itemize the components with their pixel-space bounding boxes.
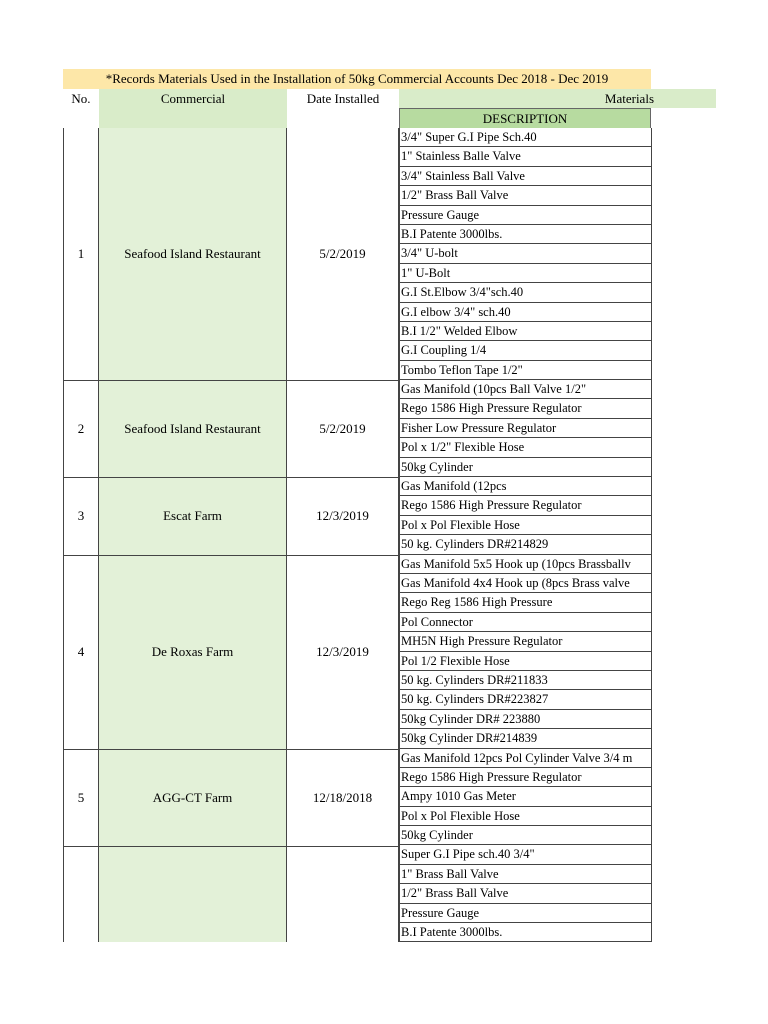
description-item: Gas Manifold 4x4 Hook up (8pcs Brass valve [399, 574, 652, 593]
description-item: Super G.I Pipe sch.40 3/4" [399, 845, 652, 864]
description-item: 1/2" Brass Ball Valve [399, 884, 652, 903]
description-item: Pol x 1/2" Flexible Hose [399, 438, 652, 457]
description-item: 50kg Cylinder [399, 458, 652, 477]
description-item: Pressure Gauge [399, 206, 652, 225]
record-no: 2 [63, 381, 99, 477]
record-group [63, 555, 399, 749]
description-item: 3/4" Super G.I Pipe Sch.40 [399, 128, 652, 147]
commercial-header-fill [99, 108, 287, 129]
description-item: Fisher Low Pressure Regulator [399, 419, 652, 438]
description-item: Gas Manifold (10pcs Ball Valve 1/2" [399, 380, 652, 399]
description-item: Gas Manifold 5x5 Hook up (10pcs Brassballv [399, 555, 652, 574]
description-item: B.I Patente 3000lbs. [399, 225, 652, 244]
description-item: B.I Patente 3000lbs. [399, 923, 652, 942]
description-item: Gas Manifold (12pcs [399, 477, 652, 496]
description-item: 1" Stainless Balle Valve [399, 147, 652, 166]
description-item: 50kg Cylinder DR#214839 [399, 729, 652, 748]
record-no: 1 [63, 128, 99, 380]
description-item: Pol Connector [399, 613, 652, 632]
record-commercial: Seafood Island Restaurant [99, 128, 287, 380]
description-item: Pol x Pol Flexible Hose [399, 516, 652, 535]
record-group [63, 477, 399, 555]
record-group [63, 128, 399, 380]
record-commercial: Escat Farm [99, 478, 287, 555]
record-no: 5 [63, 750, 99, 846]
record-no: 4 [63, 556, 99, 749]
record-date: 5/2/2019 [287, 128, 399, 380]
record-no [63, 847, 99, 942]
description-item: G.I Coupling 1/4 [399, 341, 652, 360]
record-date: 12/18/2018 [287, 750, 399, 846]
description-item: Rego Reg 1586 High Pressure [399, 593, 652, 612]
description-item: Pol 1/2 Flexible Hose [399, 652, 652, 671]
description-item: Rego 1586 High Pressure Regulator [399, 399, 652, 418]
sheet-title: *Records Materials Used in the Installation of 50kg Commercial Accounts Dec 2018 - Dec 2019 [63, 69, 651, 89]
record-commercial: AGG-CT Farm [99, 750, 287, 846]
record-no: 3 [63, 478, 99, 555]
record-date [287, 847, 399, 942]
record-group [63, 380, 399, 477]
record-group [63, 749, 399, 846]
description-item: G.I elbow 3/4" sch.40 [399, 303, 652, 322]
header-materials [399, 89, 716, 108]
description-list [399, 128, 652, 942]
description-item: 3/4" Stainless Ball Valve [399, 167, 652, 186]
record-commercial: Seafood Island Restaurant [99, 381, 287, 477]
header-description: DESCRIPTION [399, 108, 651, 128]
record-commercial [99, 847, 287, 942]
description-item: G.I St.Elbow 3/4"sch.40 [399, 283, 652, 302]
description-item: 50 kg. Cylinders DR#211833 [399, 671, 652, 690]
record-commercial: De Roxas Farm [99, 556, 287, 749]
description-item: Gas Manifold 12pcs Pol Cylinder Valve 3/4 m [399, 749, 652, 768]
record-date: 5/2/2019 [287, 381, 399, 477]
description-item: Tombo Teflon Tape 1/2" [399, 361, 652, 380]
description-item: Ampy 1010 Gas Meter [399, 787, 652, 806]
description-item: Rego 1586 High Pressure Regulator [399, 768, 652, 787]
description-item: Pol x Pol Flexible Hose [399, 807, 652, 826]
description-item: 50kg Cylinder [399, 826, 652, 845]
description-item: 50 kg. Cylinders DR#214829 [399, 535, 652, 554]
header-date-installed: Date Installed [287, 89, 399, 108]
header-no: No. [63, 89, 99, 108]
record-group [63, 846, 399, 942]
description-item: 3/4" U-bolt [399, 244, 652, 263]
description-item: 1" Brass Ball Valve [399, 865, 652, 884]
description-item: Pressure Gauge [399, 904, 652, 923]
record-date: 12/3/2019 [287, 478, 399, 555]
header-materials-label: Materials [604, 91, 654, 106]
description-item: 1" U-Bolt [399, 264, 652, 283]
description-item: 50kg Cylinder DR# 223880 [399, 710, 652, 729]
description-item: Rego 1586 High Pressure Regulator [399, 496, 652, 515]
record-date: 12/3/2019 [287, 556, 399, 749]
description-item: B.I 1/2" Welded Elbow [399, 322, 652, 341]
description-item: 1/2" Brass Ball Valve [399, 186, 652, 205]
header-commercial: Commercial [99, 89, 287, 108]
description-item: MH5N High Pressure Regulator [399, 632, 652, 651]
description-item: 50 kg. Cylinders DR#223827 [399, 690, 652, 709]
